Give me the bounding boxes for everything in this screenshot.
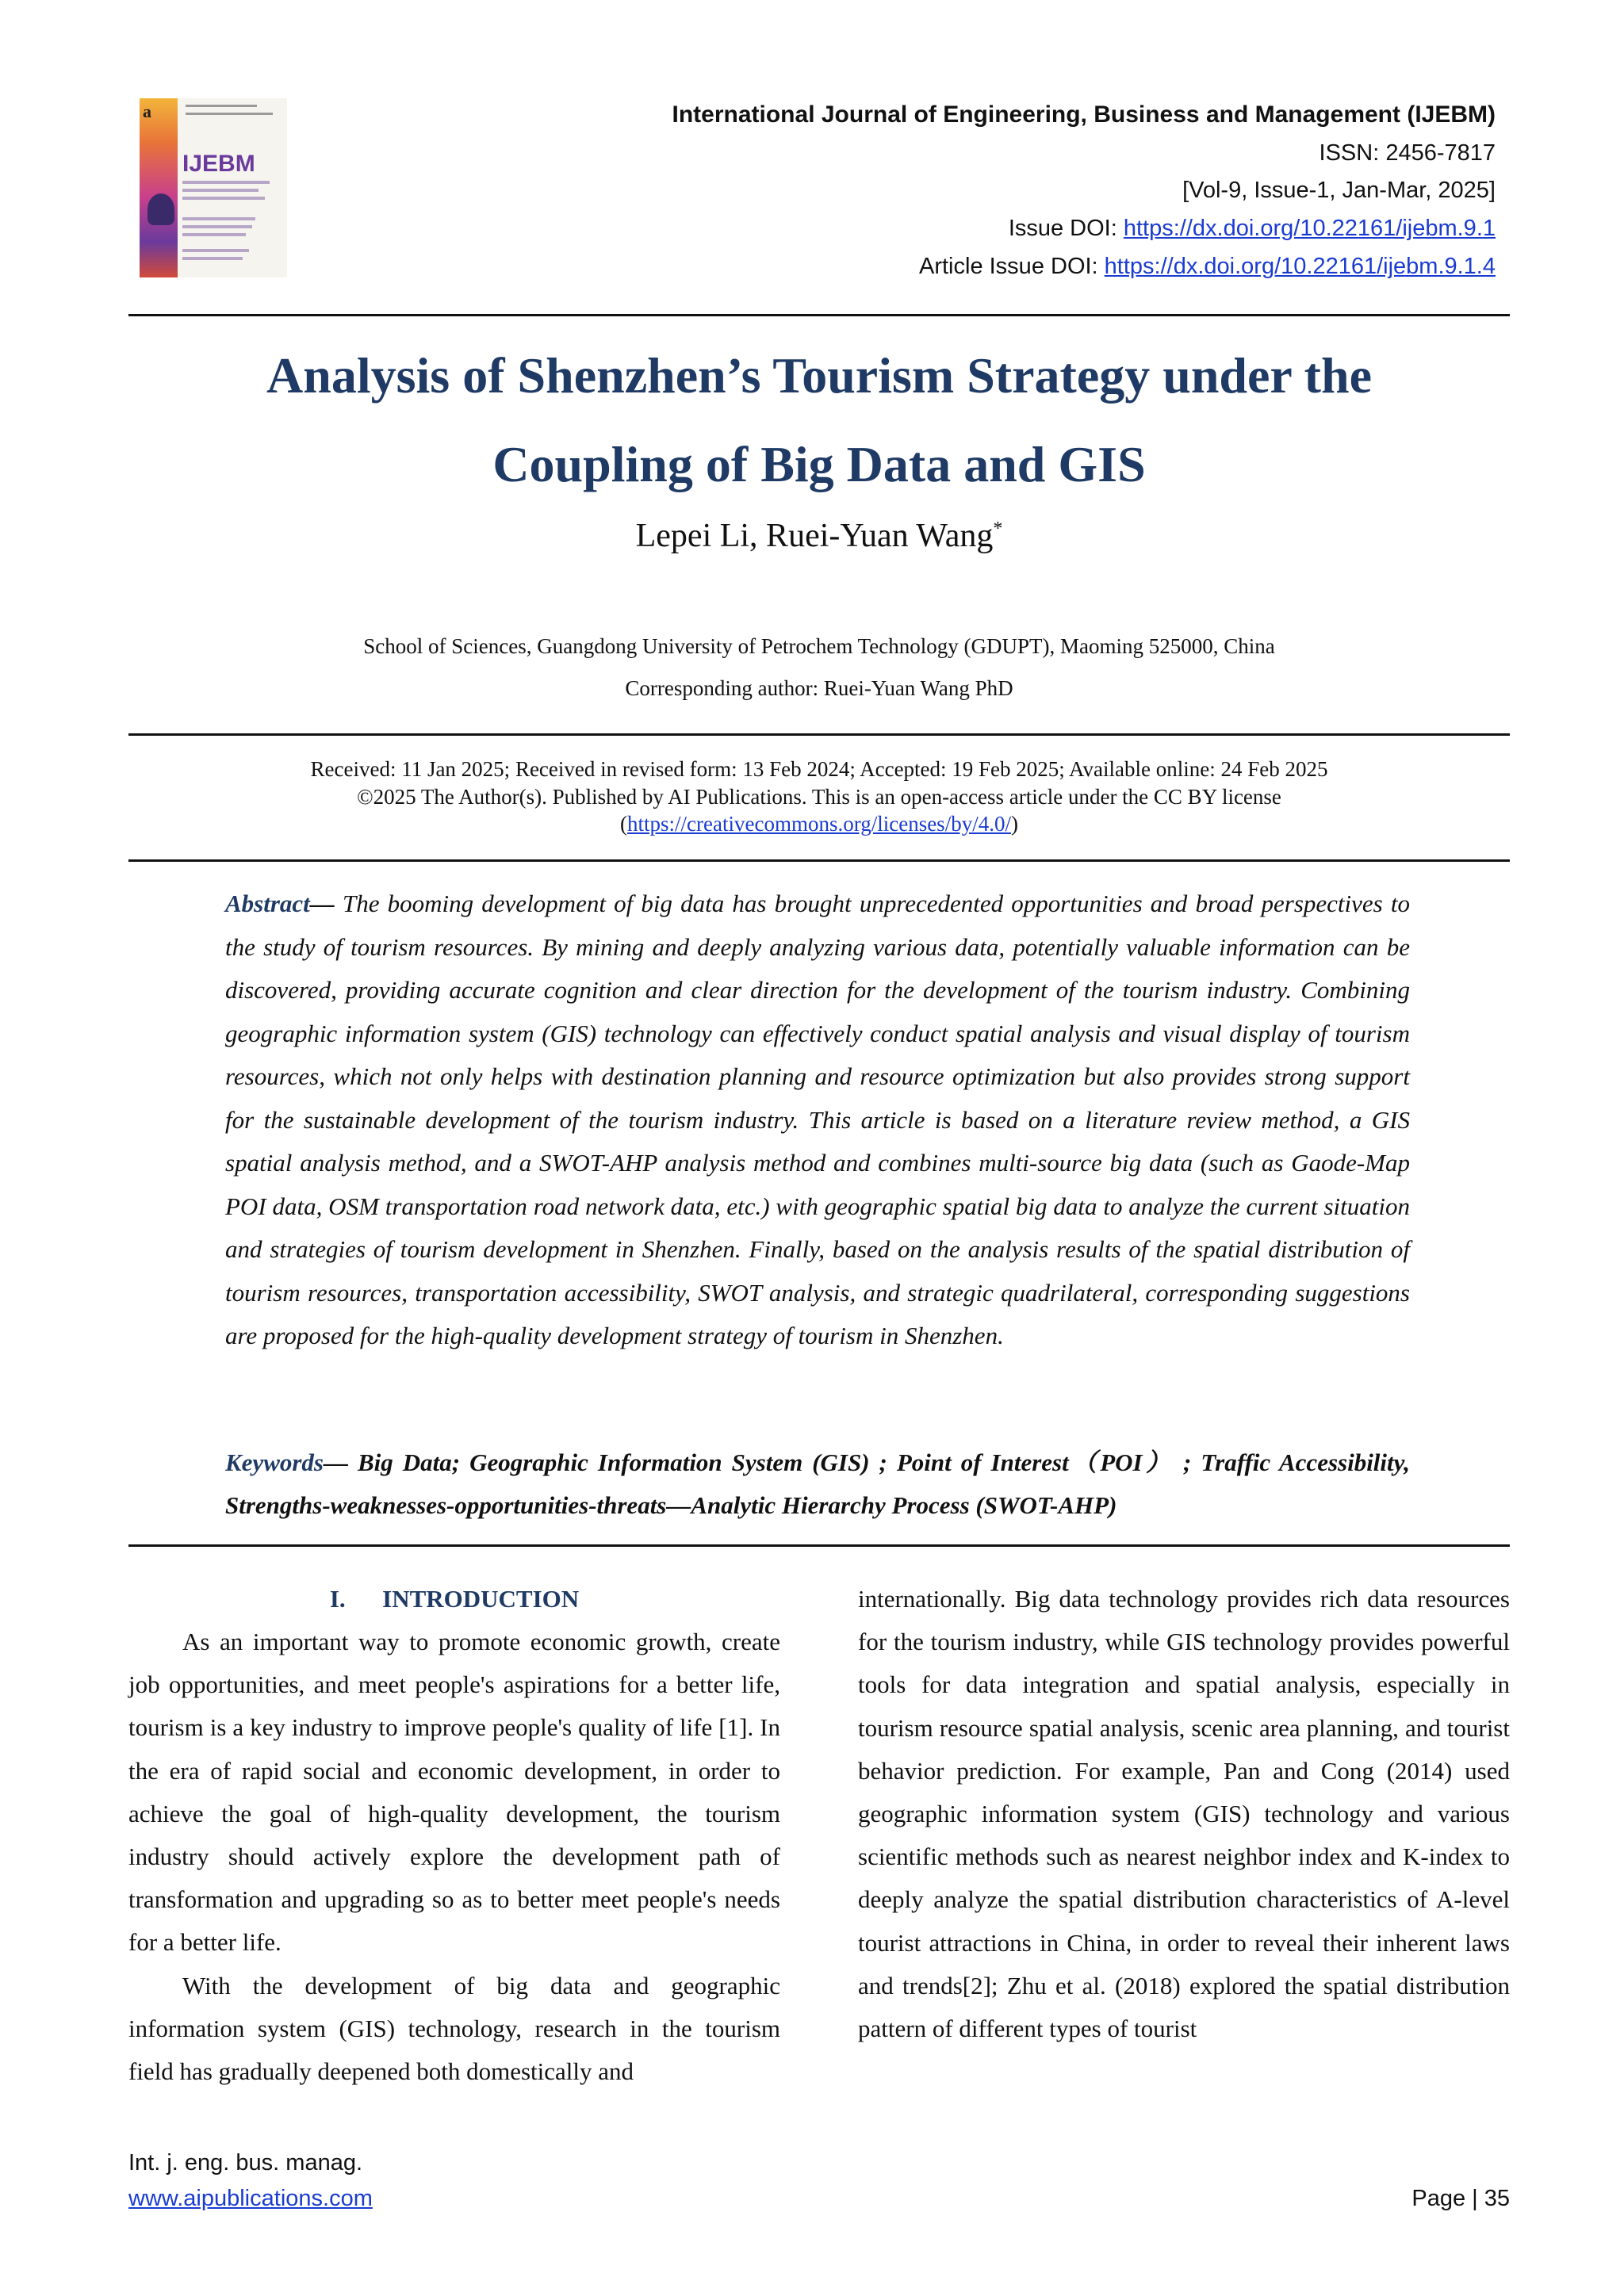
footer-journal: Int. j. eng. bus. manag. [128, 2150, 363, 2175]
paragraph: As an important way to promote economic growth, create job opportunities, and meet people's aspirations for a better life, tourism is a key industry to improve people's quality of life [1]. In the era of rapid social and economic development, in order to achieve the goal of high-quality development, the tourism industry should actively explore the development path of transformation and upgrading so as to better meet people's needs for a better life. [128, 1628, 780, 1957]
authors [128, 517, 1510, 555]
title-line-2: Coupling of Big Data and GIS [492, 436, 1146, 492]
publisher-logo: a [143, 101, 151, 121]
journal-cover-thumbnail [140, 98, 287, 277]
corresponding-mark: * [993, 519, 1003, 539]
header-divider [128, 314, 1510, 316]
meta-divider-bottom [128, 859, 1510, 862]
cover-brand: IJEBM [182, 151, 255, 177]
footer-url-link[interactable]: www.aipublications.com [128, 2186, 373, 2211]
author-names: Lepei Li, Ruei-Yuan Wang [635, 518, 994, 554]
article-doi-link[interactable]: https://dx.doi.org/10.22161/ijebm.9.1.4 [1104, 254, 1496, 279]
license-link[interactable]: https://creativecommons.org/licenses/by/4.0/ [627, 812, 1011, 836]
issn: ISSN: 2456-7817 [1319, 140, 1496, 166]
body-column-right [858, 1578, 1510, 2050]
page-number: Page | 35 [1411, 2186, 1510, 2211]
issue-doi-link[interactable]: https://dx.doi.org/10.22161/ijebm.9.1 [1123, 216, 1496, 241]
paper-title [128, 331, 1510, 509]
volume-issue: [Vol-9, Issue-1, Jan-Mar, 2025] [1182, 178, 1496, 203]
issue-doi-label: Issue DOI: [1008, 216, 1124, 241]
meta-divider-top [128, 733, 1510, 736]
keywords-text: Big Data; Geographic Information System (GIS) ; Point of Interest（POI） ; Traffic Accessibility, Strengths-weaknesses-opportunities-threats—Analytic Hierarchy Process (SWOT-AHP) [225, 1448, 1411, 1519]
keywords-label: Keywords [225, 1448, 324, 1476]
abstract-label: Abstract [225, 890, 310, 917]
journal-name: International Journal of Engineering, Business and Management (IJEBM) [672, 101, 1496, 128]
section-heading: I. INTRODUCTION [329, 1585, 580, 1613]
title-line-1: Analysis of Shenzhen’s Tourism Strategy under the [266, 347, 1372, 404]
abstract: Abstract— The booming development of big data has brought unprecedented opportunities and broad perspectives to the study of tourism resources. By mining and deeply analyzing various data, potentially valuable information can be discovered, providing accurate cognition and clear direction for the development of the tourism industry. Combining geographic information system (GIS) technology can effectively conduct spatial analysis and visual display of tourism resources, which not only helps with destination planning and resource optimization but also provides strong support for the sustainable development of the tourism industry. This article is based on a literature review method, a GIS spatial analysis method, and a SWOT-AHP analysis method and combines multi-source big data (such as Gaode-Map POI data, OSM transportation road network data, etc.) with geographic spatial big data to analyze the current situation and strategies of tourism development in Shenzhen. Finally, based on the analysis results of the spatial distribution of tourism resources, transportation accessibility, SWOT analysis, and strategic quadrilateral, corresponding suggestions are proposed for the high-quality development strategy of tourism in Shenzhen. [225, 890, 1411, 1349]
keywords: Keywords— Big Data; Geographic Information System (GIS) ; Point of Interest（POI） ; Traffic Accessibility, Strengths-weaknesses-opportunities-threats—Analytic Hierarchy Process (SWOT-AHP) [225, 1448, 1411, 1519]
issue-doi [1009, 216, 1496, 242]
paragraph: With the development of big data and geographic information system (GIS) technology, research in the tourism field has gradually deepened both domestically and [128, 1971, 780, 2086]
article-doi [919, 254, 1496, 280]
affiliation: School of Sciences, Guangdong University of Petrochem Technology (GDUPT), Maoming 525000, China [363, 634, 1275, 658]
paragraph: internationally. Big data technology provides rich data resources for the tourism industry, while GIS technology provides powerful tools for data integration and spatial analysis, especially in tourism resource spatial analysis, scenic area planning, and tourist behavior prediction. For example, Pan and Cong (2014) used geographic information system (GIS) technology and various scientific methods such as nearest neighbor index and K-index to deeply analyze the spatial distribution characteristics of A-level tourist attractions in China, in order to reveal their inherent laws and trends[2]; Zhu et al. (2018) explored the spatial distribution pattern of different types of tourist [858, 1585, 1510, 2043]
license-statement: ©2025 The Author(s). Published by AI Publications. This is an open-access article under the CC BY license [357, 785, 1281, 809]
corresponding-author: Corresponding author: Ruei-Yuan Wang PhD [625, 676, 1013, 700]
received-dates: Received: 11 Jan 2025; Received in revised form: 13 Feb 2024; Accepted: 19 Feb 2025; Available online: 24 Feb 2025 [310, 757, 1328, 781]
abstract-divider [128, 1544, 1510, 1547]
article-doi-label: Article Issue DOI: [919, 254, 1105, 279]
abstract-text: The booming development of big data has brought unprecedented opportunities and broad perspectives to the study of tourism resources. By mining and deeply analyzing various data, potentially valuable information can be discovered, providing accurate cognition and clear direction for the development of the tourism industry. Combining geographic information system (GIS) technology can effectively conduct spatial analysis and visual display of tourism resources, which not only helps with destination planning and resource optimization but also provides strong support for the sustainable development of the tourism industry. This article is based on a literature review method, a GIS spatial analysis method, and a SWOT-AHP analysis method and combines multi-source big data (such as Gaode-Map POI data, OSM transportation road network data, etc.) with geographic spatial big data to analyze the current situation and strategies of tourism development in Shenzhen. Finally, based on the analysis results of the spatial distribution of tourism resources, transportation accessibility, SWOT analysis, and strategic quadrilateral, corresponding suggestions are proposed for the high-quality development strategy of tourism in Shenzhen. [225, 890, 1411, 1349]
body-column-left [128, 1578, 780, 2093]
license-url-line: (https://creativecommons.org/licenses/by/4.0/) [620, 812, 1018, 836]
